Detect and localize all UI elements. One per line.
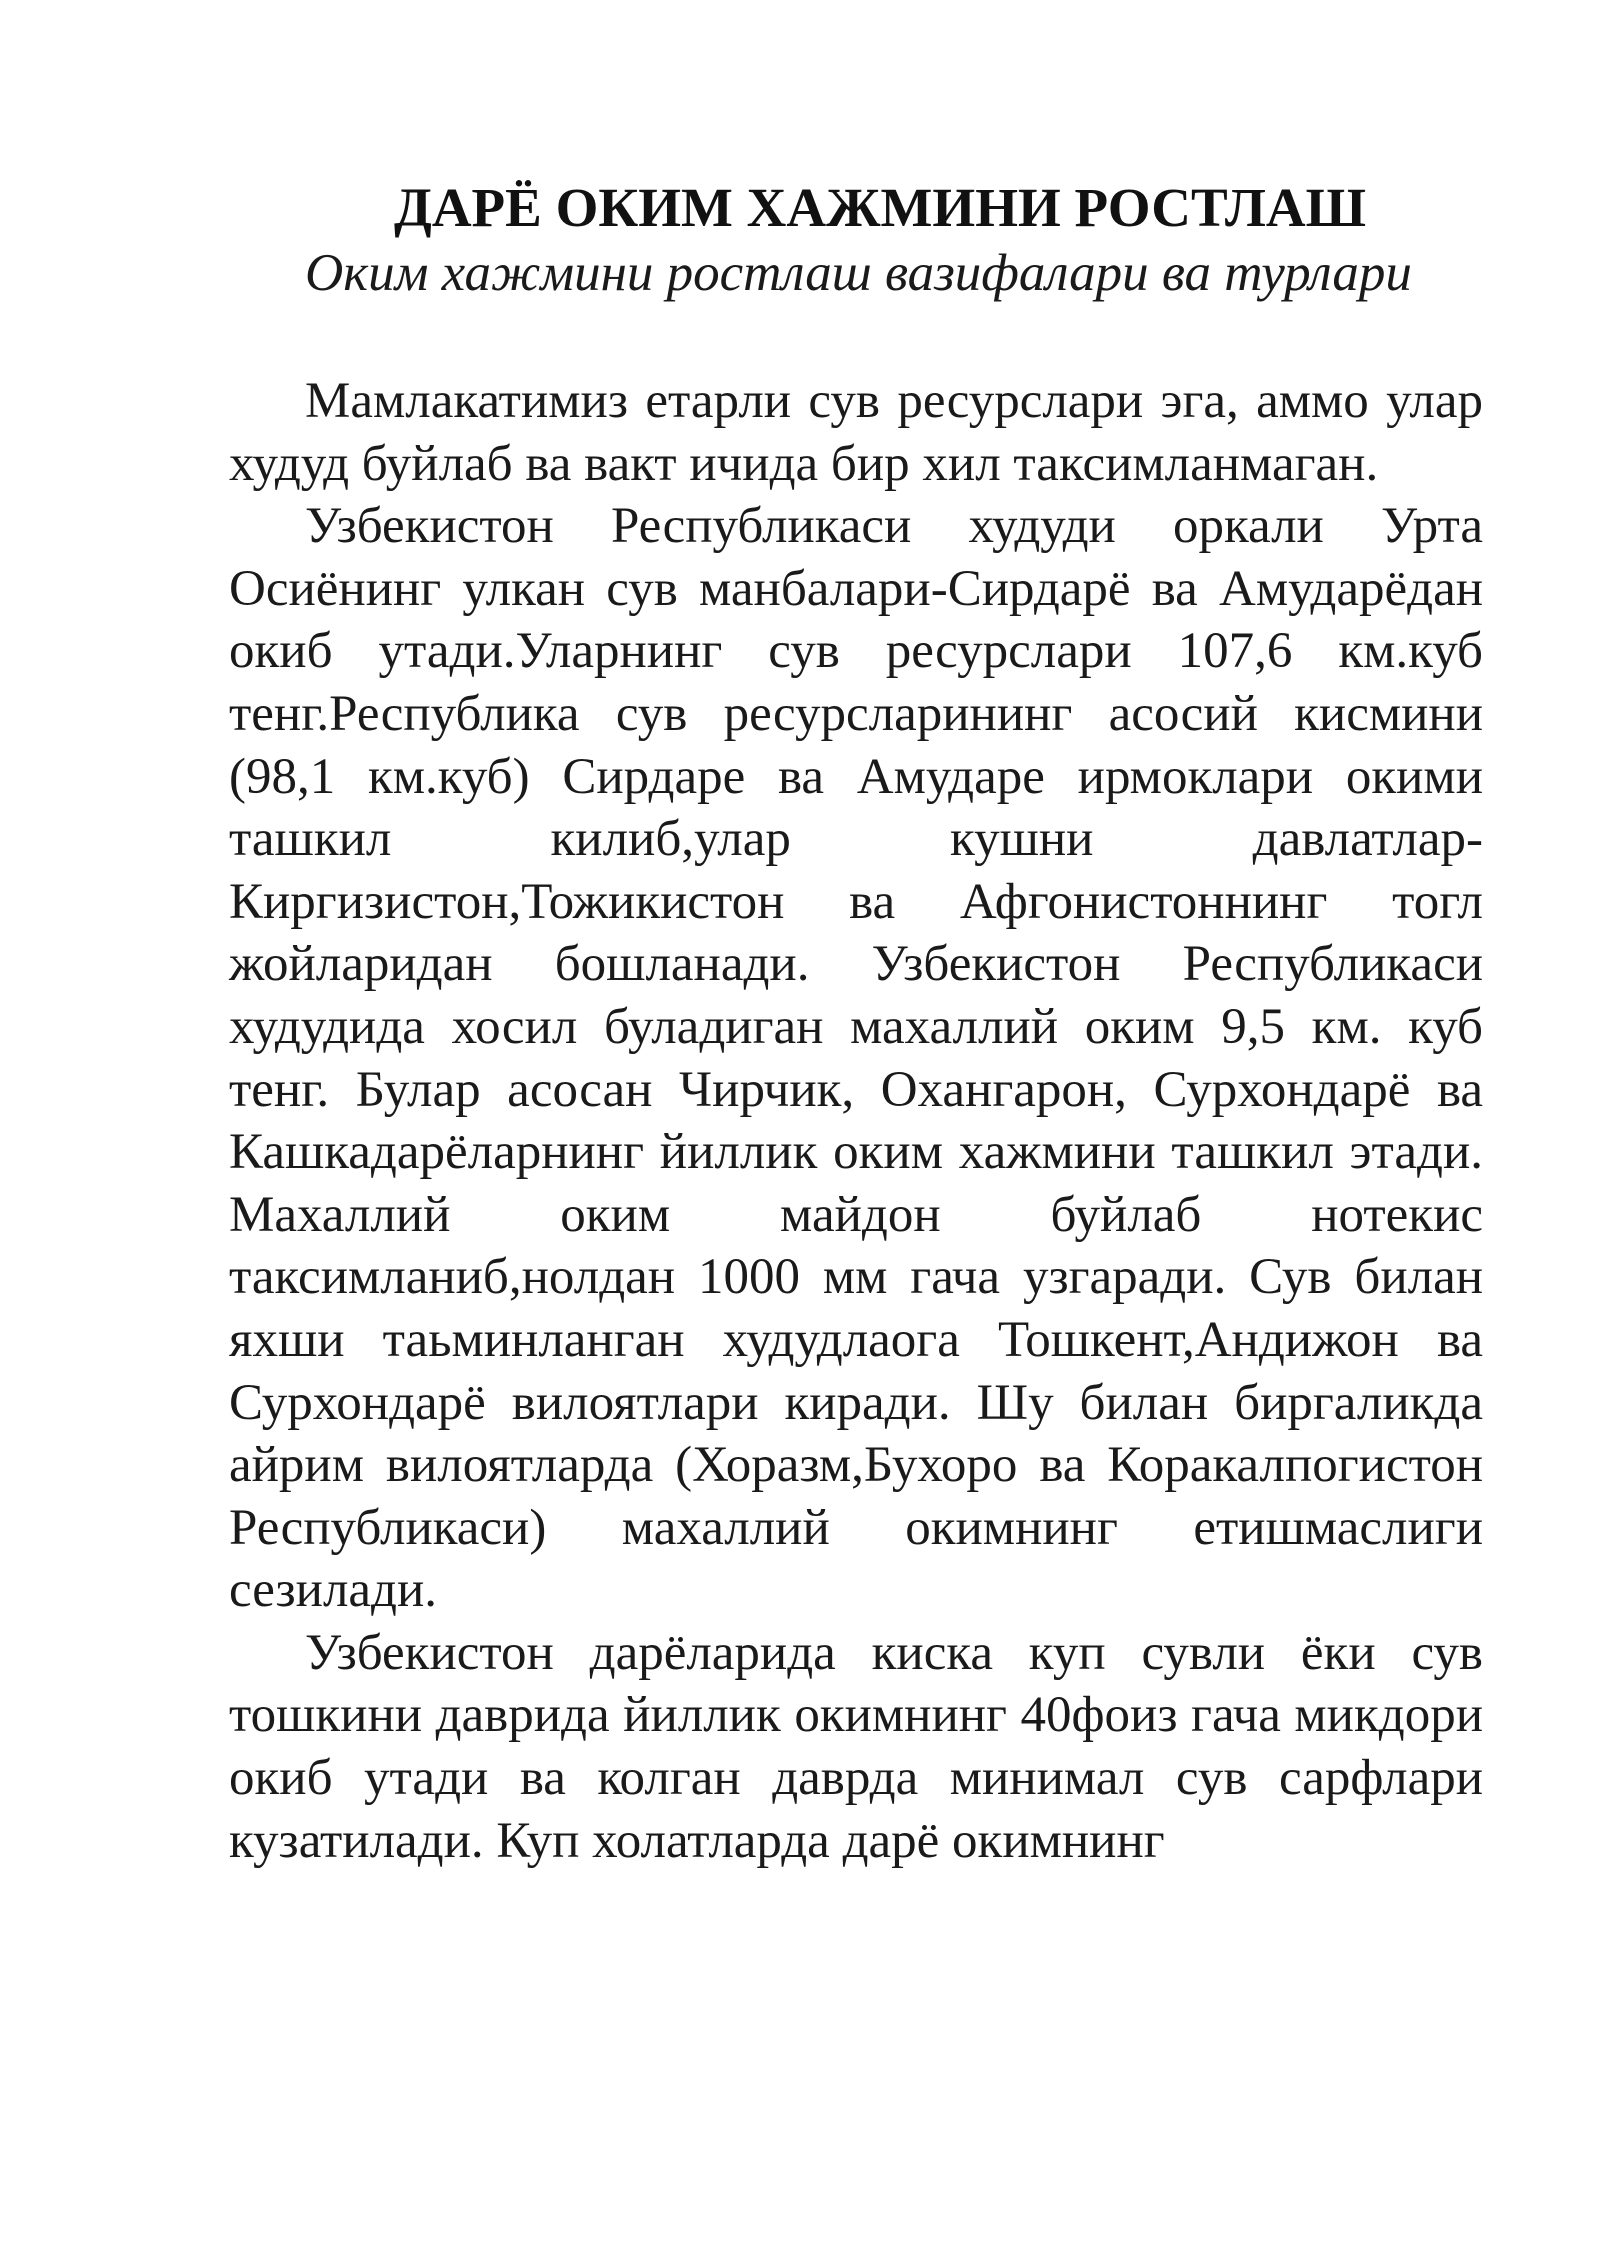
- paragraph-1: Мамлакатимиз етарли сув ресурслари эга, аммо улар худуд буйлаб ва вакт ичида бир хил таксимланмаган.: [229, 373, 1483, 492]
- document-title: ДАРЁ ОКИМ ХАЖМИНИ РОСТЛАШ: [393, 177, 1366, 238]
- spacer: [229, 304, 1483, 370]
- paragraph-2: Узбекистон Республикаси худуди оркали Урта Осиёнинг улкан сув манбалари-Сирдарё ва Амударёдан окиб утади.Уларнинг сув ресурслари 107,6 км.куб тенг.Республика сув ресурсларининг асосий кисмини (98,1 км.куб) Сирдаре ва Амударе ирмоклари окими ташкил килиб,улар кушни давлатлар-Киргизистон,Тожикистон ва Афгонистоннинг тогл жойларидан бошланади. Узбекистон Республикаси худудида хосил буладиган махаллий оким 9,5 км. куб тенг. Булар асосан Чирчик, Охангарон, Сурхондарё ва Кашкадарёларнинг йиллик оким хажмини ташкил этади. Махаллий оким майдон буйлаб нотекис таксимланиб,нолдан 1000 мм гача узгаради. Сув билан яхши таьминланган худудлаога Тошкент,Андижон ва Сурхондарё вилоятлари киради. Шу билан биргаликда айрим вилоятларда (Хоразм,Бухоро ва Коракалпогистон Республикаси) махаллий окимнинг етишмаслиги сезилади.: [229, 498, 1483, 1619]
- paragraph-3: Узбекистон дарёларида киска куп сувли ёки сув тошкини даврида йиллик окимнинг 40фоиз гача микдори окиб утади ва колган даврда минимал сув сарфлари кузатилади. Куп холатларда дарё окимнинг: [229, 1624, 1483, 1869]
- section-subtitle: Оким хажмини ростлаш вазифалари ва турлари: [305, 244, 1412, 302]
- document-content: [229, 175, 1483, 1872]
